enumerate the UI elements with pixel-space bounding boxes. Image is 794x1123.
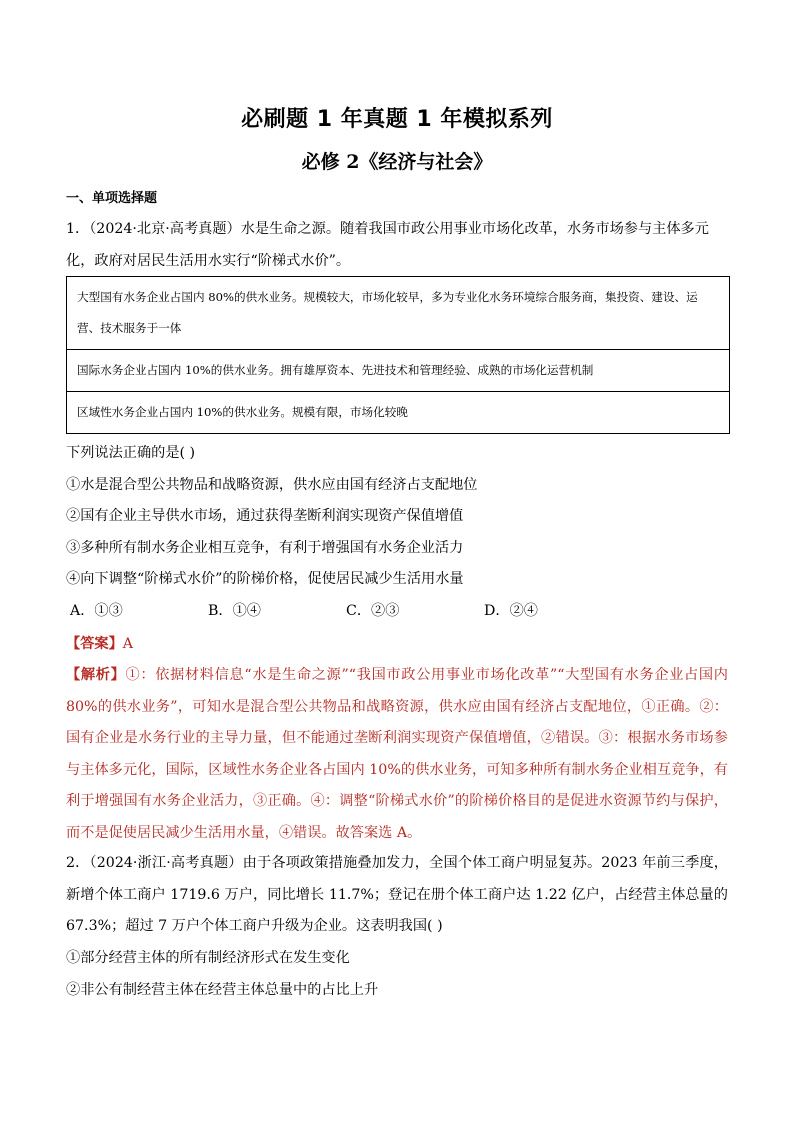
question-1-options — [66, 438, 477, 596]
answer-tag: 【答案】 — [66, 636, 123, 652]
choice-b: B．①④ — [208, 603, 261, 619]
analysis-tag: 【解析】 — [66, 667, 126, 683]
question-1-stem: 1．（2024·北京·高考真题）水是生命之源。随着我国市政公用事业市场化改革，水务市场参与主体多元化，政府对居民生活用水实行“阶梯式水价”。 — [66, 221, 709, 269]
page-subtitle: 必修 2《经济与社会》 — [301, 151, 493, 173]
question-1-material-table — [66, 276, 730, 434]
choice-d: D．②④ — [484, 603, 538, 619]
option-item: ④向下调整“阶梯式水价”的阶梯价格，促使居民减少生活用水量 — [66, 571, 464, 588]
option-item: ②国有企业主导供水市场，通过获得垄断利润实现资产保值增值 — [66, 508, 464, 525]
table-row: 国际水务企业占国内 10%的供水业务。拥有雄厚资本、先进技术和管理经验、成熟的市场化运营机制 — [67, 350, 729, 392]
answer-value: A — [122, 636, 134, 652]
option-item: ③多种所有制水务企业相互竞争，有利于增强国有水务企业活力 — [66, 539, 464, 556]
question-1-choices — [70, 596, 670, 627]
section-heading: 一、单项选择题 — [66, 191, 158, 206]
analysis-text: ①：依据材料信息“水是生命之源”“我国市政公用事业市场化改革”“大型国有水务企业占国内 80%的供水业务”，可知水是混合型公共物品和战略资源，供水应由国有经济占支配地位，①正确。②：国有企业是水务行业的主导力量，但不能通过垄断利润实现资产保值增值，②错误。③：根据水务市场参与主体多元化，国际，区域性水务企业各占国内 10%的供水业务，可知多种所有制水务企业相互竞争，有利于增强国有水务企业活力，③正确。④：调整“阶梯式水价”的阶梯价格目的是促进水资源节约与保护，而不是促使居民减少生活用水量，④错误。故答案选 A。 — [66, 667, 728, 841]
answer-line — [66, 629, 133, 660]
table-row: 大型国有水务企业占国内 80%的供水业务。规模较大，市场化较早，多为专业化水务环境综合服务商，集投资、建设、运营、技术服务于一体 — [67, 277, 729, 350]
option-item: ①水是混合型公共物品和战略资源，供水应由国有经济占支配地位 — [66, 476, 478, 493]
page-title: 必刷题 1 年真题 1 年模拟系列 — [241, 107, 553, 132]
question-2-options — [66, 943, 378, 1006]
choice-a: A．①③ — [70, 603, 123, 619]
analysis-block — [66, 660, 728, 850]
choice-c: C．②③ — [346, 603, 400, 619]
table-row: 区域性水务企业占国内 10%的供水业务。规模有限，市场化较晚 — [77, 405, 408, 419]
option-item: ②非公有制经营主体在经营主体总量中的占比上升 — [66, 981, 379, 998]
question-2-stem: 2．（2024·浙江·高考真题）由于各项政策措施叠加发力，全国个体工商户明显复苏。2023 年前三季度，新增个体工商户 1719.6 万户，同比增长 11.7%；登记在册个体工商户达 1.22 亿户，占经营主体总量的 67.3%；超过 7 万户个体工商户升级为企业。这表明我国( ) — [66, 855, 728, 934]
option-item: ①部分经营主体的所有制经济形式在发生变化 — [66, 950, 350, 966]
question-prompt: 下列说法正确的是( ) — [66, 445, 196, 461]
